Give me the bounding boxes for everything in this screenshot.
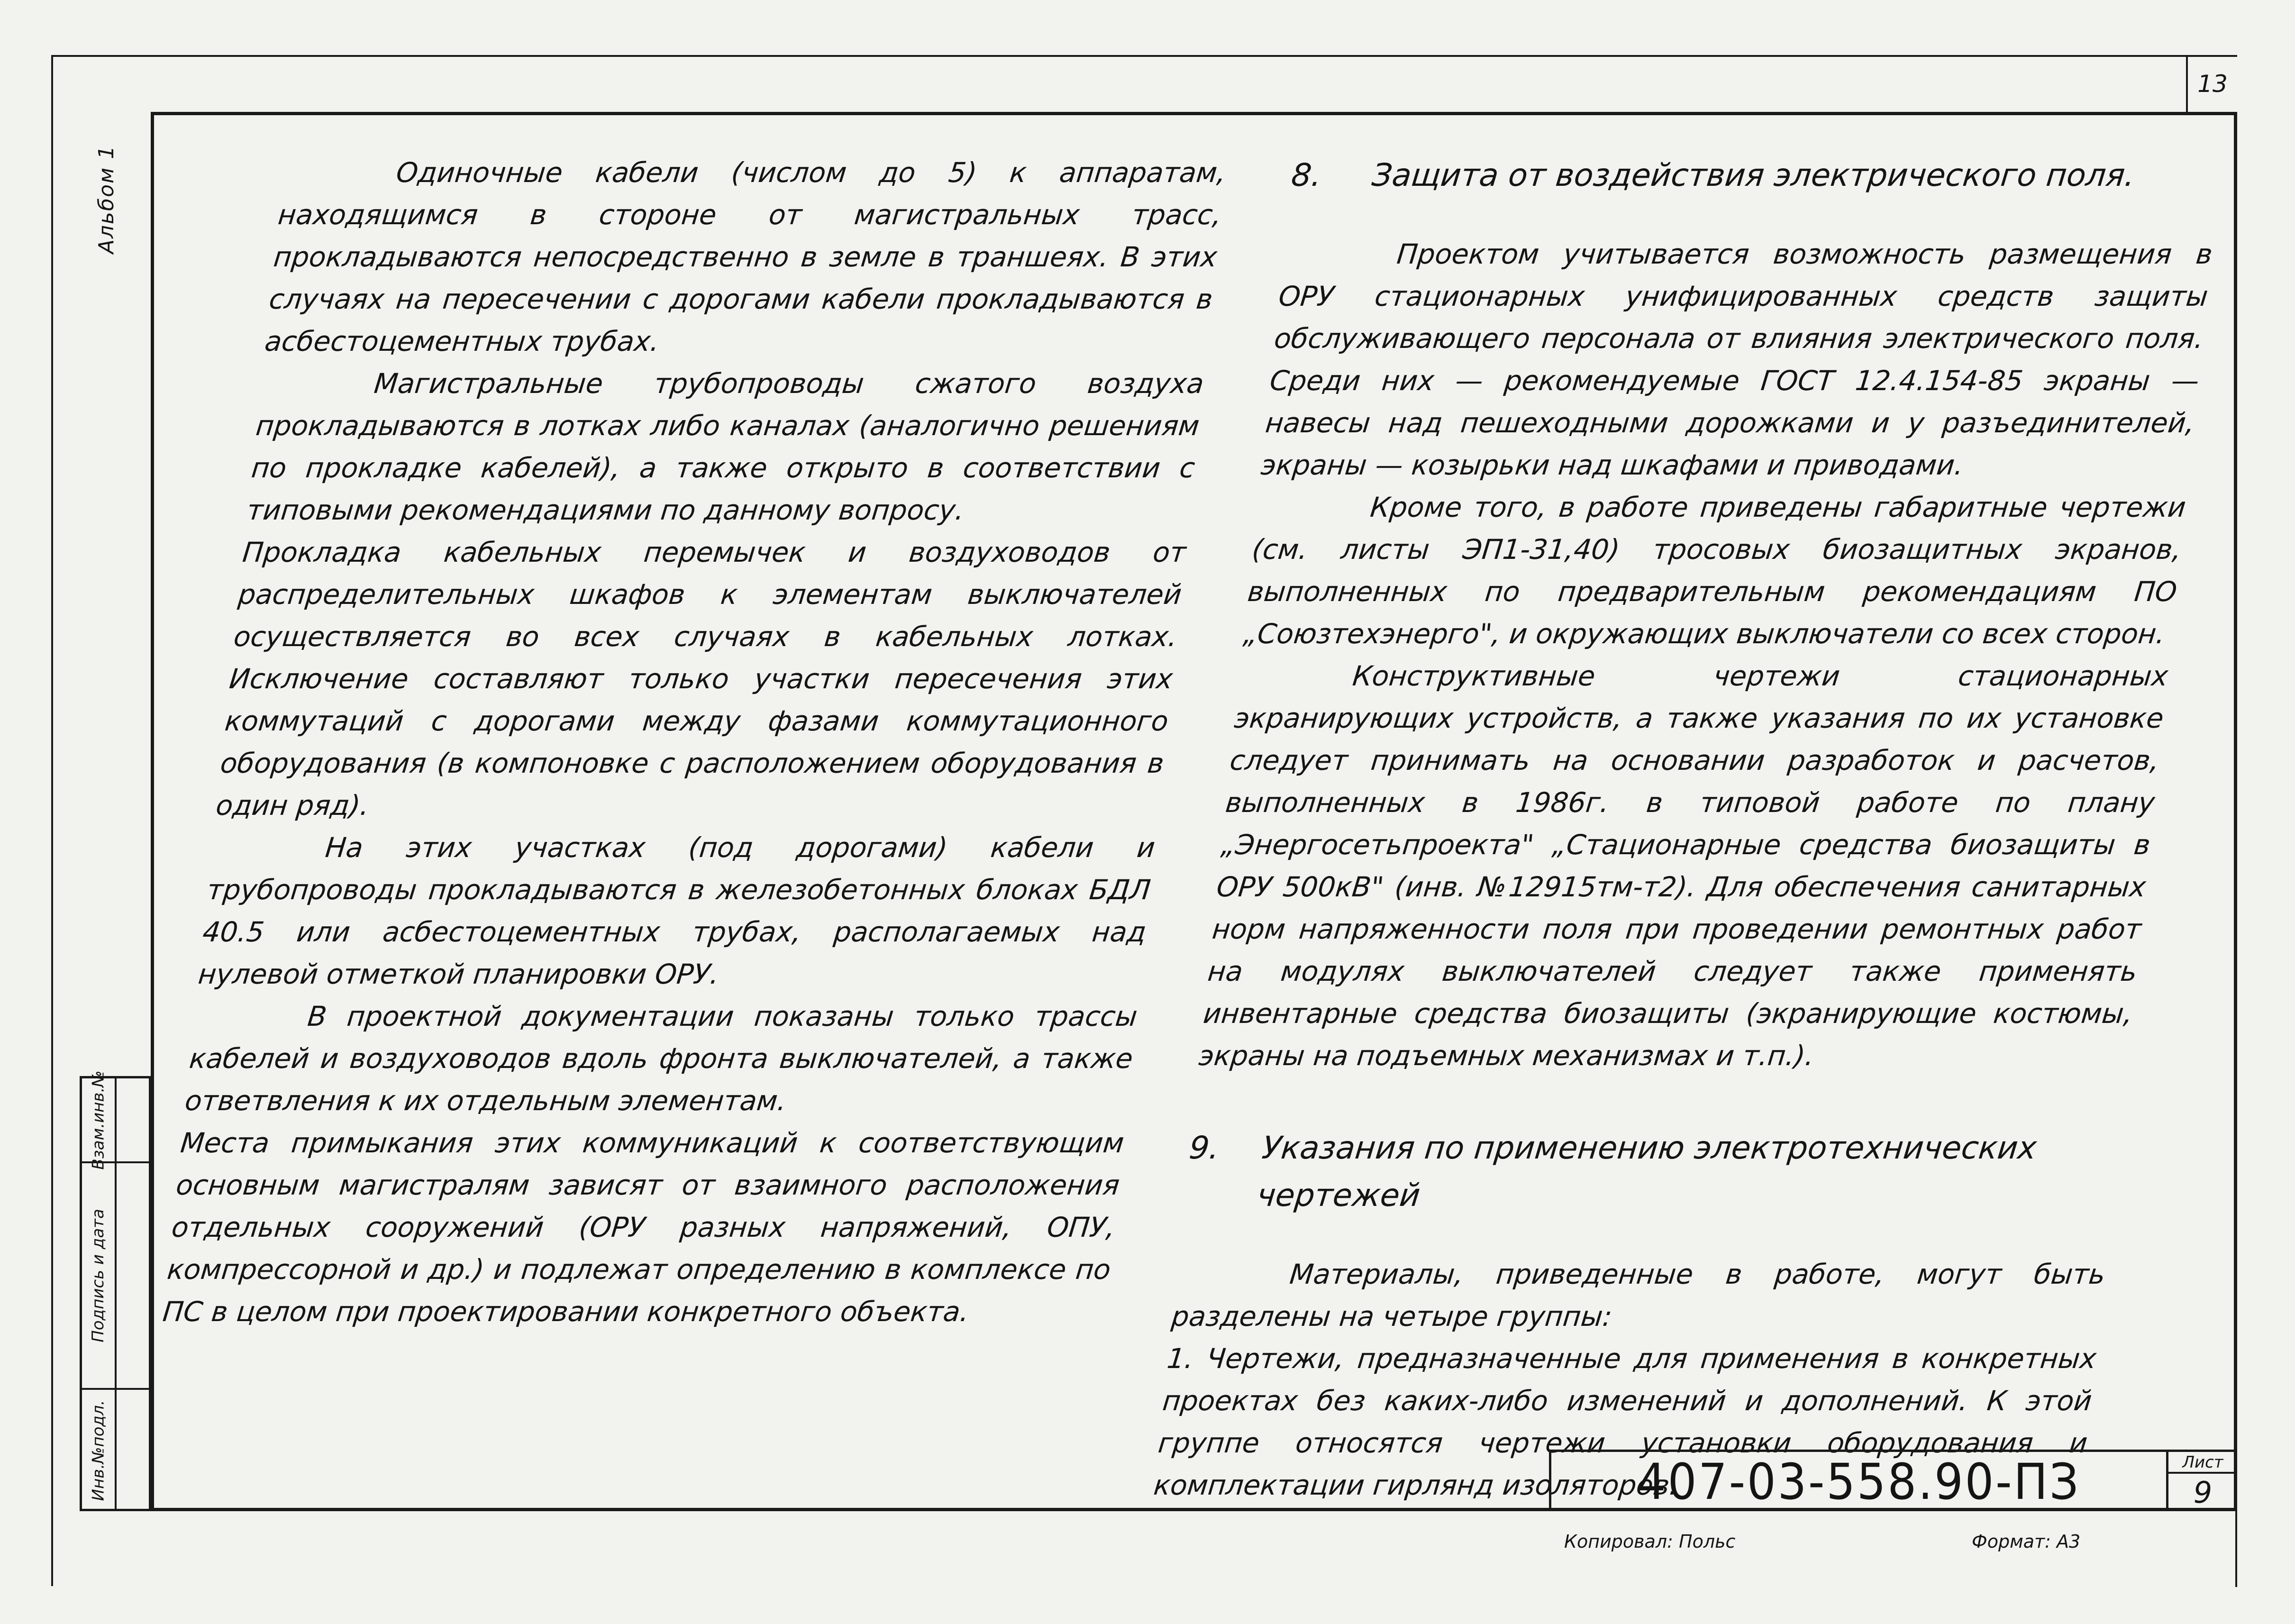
sheet-corner-number: 13 bbox=[2186, 56, 2237, 112]
left-paragraph: Прокладка кабельных перемычек и воздуховодов от распределительных шкафов к элементам выключателей осуществляется во всех случаях в кабельных лотках. Исключение составляют только участки пересечения этих коммутаций с дорогами между фазами коммутационного оборудования (в компоновке с расположением оборудования в один ряд). bbox=[214, 536, 1188, 821]
stamp-signature-label: Подпись и дата bbox=[89, 1209, 108, 1342]
section-8-number: 8. bbox=[1289, 157, 1324, 193]
stamp-values-column bbox=[117, 1078, 151, 1509]
document-code: 407-03-558.90-ПЗ bbox=[1637, 1452, 2080, 1511]
left-text-column bbox=[161, 152, 1228, 1333]
approval-stamp bbox=[80, 1070, 151, 1511]
section-8-paragraph: Проектом учитывается возможность размещения в ОРУ стационарных унифицированных средств защиты обслуживающего персонала от влияния электрического поля. Среди них — рекомендуемые ГОСТ 12.4.154-85 экраны — навесы над пешеходными дорожками и у разъединителей, экраны — козырьки над шкафами и приводами. bbox=[1259, 238, 2214, 481]
outer-frame-top-line bbox=[51, 55, 2237, 57]
frame-tick-line bbox=[2235, 1511, 2237, 1587]
format-label: Формат: А3 bbox=[1972, 1531, 2081, 1552]
stamp-cell-inv-original bbox=[82, 1388, 115, 1511]
spacer bbox=[1192, 1077, 2126, 1124]
album-label-text: Альбом 1 bbox=[94, 145, 119, 254]
stamp-replaced-inv-label: Взам.инв.№ bbox=[89, 1070, 108, 1170]
title-block bbox=[1549, 1450, 2237, 1511]
spacer bbox=[1178, 1219, 2111, 1253]
sheet-number: 9 bbox=[2193, 1475, 2213, 1510]
stamp-divider-1 bbox=[117, 1161, 149, 1163]
left-paragraph: Одиночные кабели (числом до 5) к аппаратам, находящимся в стороне от магистральных трасс, прокладываются непосредственно в земле в траншеях. В этих случаях на пересечении с дорогами кабели прокладываются в асбестоцементных трубах. bbox=[263, 156, 1228, 357]
section-9-title: Указания по применению электротехнических чертежей bbox=[1255, 1130, 2039, 1213]
section-9-paragraph: Материалы, приведенные в работе, могут быть разделены на четыре группы: bbox=[1170, 1258, 2107, 1332]
stamp-cell-signature bbox=[82, 1161, 115, 1388]
section-8-paragraph: Кроме того, в работе приведены габаритные чертежи (см. листы ЭП1-31,40) тросовых биозащитных экранов, выполненных по предварительным рекомендациям ПО „Союзтехэнерго", и окружающих выключатели со всех сторон. bbox=[1241, 491, 2187, 650]
section-9-heading bbox=[1182, 1124, 2121, 1219]
stamp-inv-original-label: Инв.№подл. bbox=[89, 1400, 108, 1501]
left-paragraph: В проектной документации показаны только трассы кабелей и воздуховодов вдоль фронта выключателей, а также ответвления к их отдельным элементам. bbox=[183, 1000, 1139, 1117]
outer-frame-left-line bbox=[51, 55, 53, 1586]
left-paragraph: Места примыкания этих коммуникаций к соответствующим основным магистралям зависят от взаимного расположения отдельных сооружений (ОРУ разных напряжений, ОПУ, компрессорной и др.) и подлежат определению в комплексе по ПС в целом при проектировании конкретного объекта. bbox=[161, 1127, 1126, 1328]
right-text-column bbox=[1152, 152, 2223, 1506]
stamp-cell-replaced-inv bbox=[82, 1070, 115, 1170]
copied-by-label: Копировал: Польс bbox=[1564, 1531, 1736, 1552]
sheet-label: Лист bbox=[2168, 1452, 2237, 1474]
stamp-divider-2 bbox=[117, 1388, 149, 1390]
section-8-title: Защита от воздействия электрического поля. bbox=[1370, 157, 2137, 193]
sheet-number-box bbox=[2166, 1452, 2237, 1511]
section-8-heading bbox=[1289, 152, 2223, 199]
album-label bbox=[71, 119, 142, 280]
spacer bbox=[1285, 199, 2218, 233]
section-9-paragraph: 1. Чертежи, предназначенные для применения в конкретных проектах без каких-либо изменений и дополнений. К этой группе относятся чертежи установки оборудования и комплектации гирлянд изоляторов. bbox=[1152, 1342, 2098, 1501]
stamp-labels-column bbox=[82, 1070, 117, 1509]
section-8-paragraph: Конструктивные чертежи стационарных экранирующих устройств, а также указания по их установке следует принимать на основании разработок и расчетов, выполненных в 1986г. в типовой работе по плану „Энергосетьпроекта" „Стационарные средства биозащиты в ОРУ 500кВ" (инв. №12915тм-т2). Для обеспечения санитарных норм напряженности поля при проведении ремонтных работ на модулях выключателей следует также применять инвентарные средства биозащиты (экранирующие костюмы, экраны на подъемных механизмах и т.п.). bbox=[1197, 660, 2170, 1072]
section-9-number: 9. bbox=[1187, 1130, 1221, 1166]
left-paragraph: Магистральные трубопроводы сжатого воздуха прокладываются в лотках либо каналах (аналогично решениям по прокладке кабелей), а также открыто в соответствии с типовыми рекомендациями по данному вопросу. bbox=[245, 367, 1206, 526]
left-paragraph: На этих участках (под дорогами) кабели и трубопроводы прокладываются в железобетонных блоках БДЛ 40.5 или асбестоцементных трубах, располагаемых над нулевой отметкой планировки ОРУ. bbox=[197, 831, 1157, 990]
